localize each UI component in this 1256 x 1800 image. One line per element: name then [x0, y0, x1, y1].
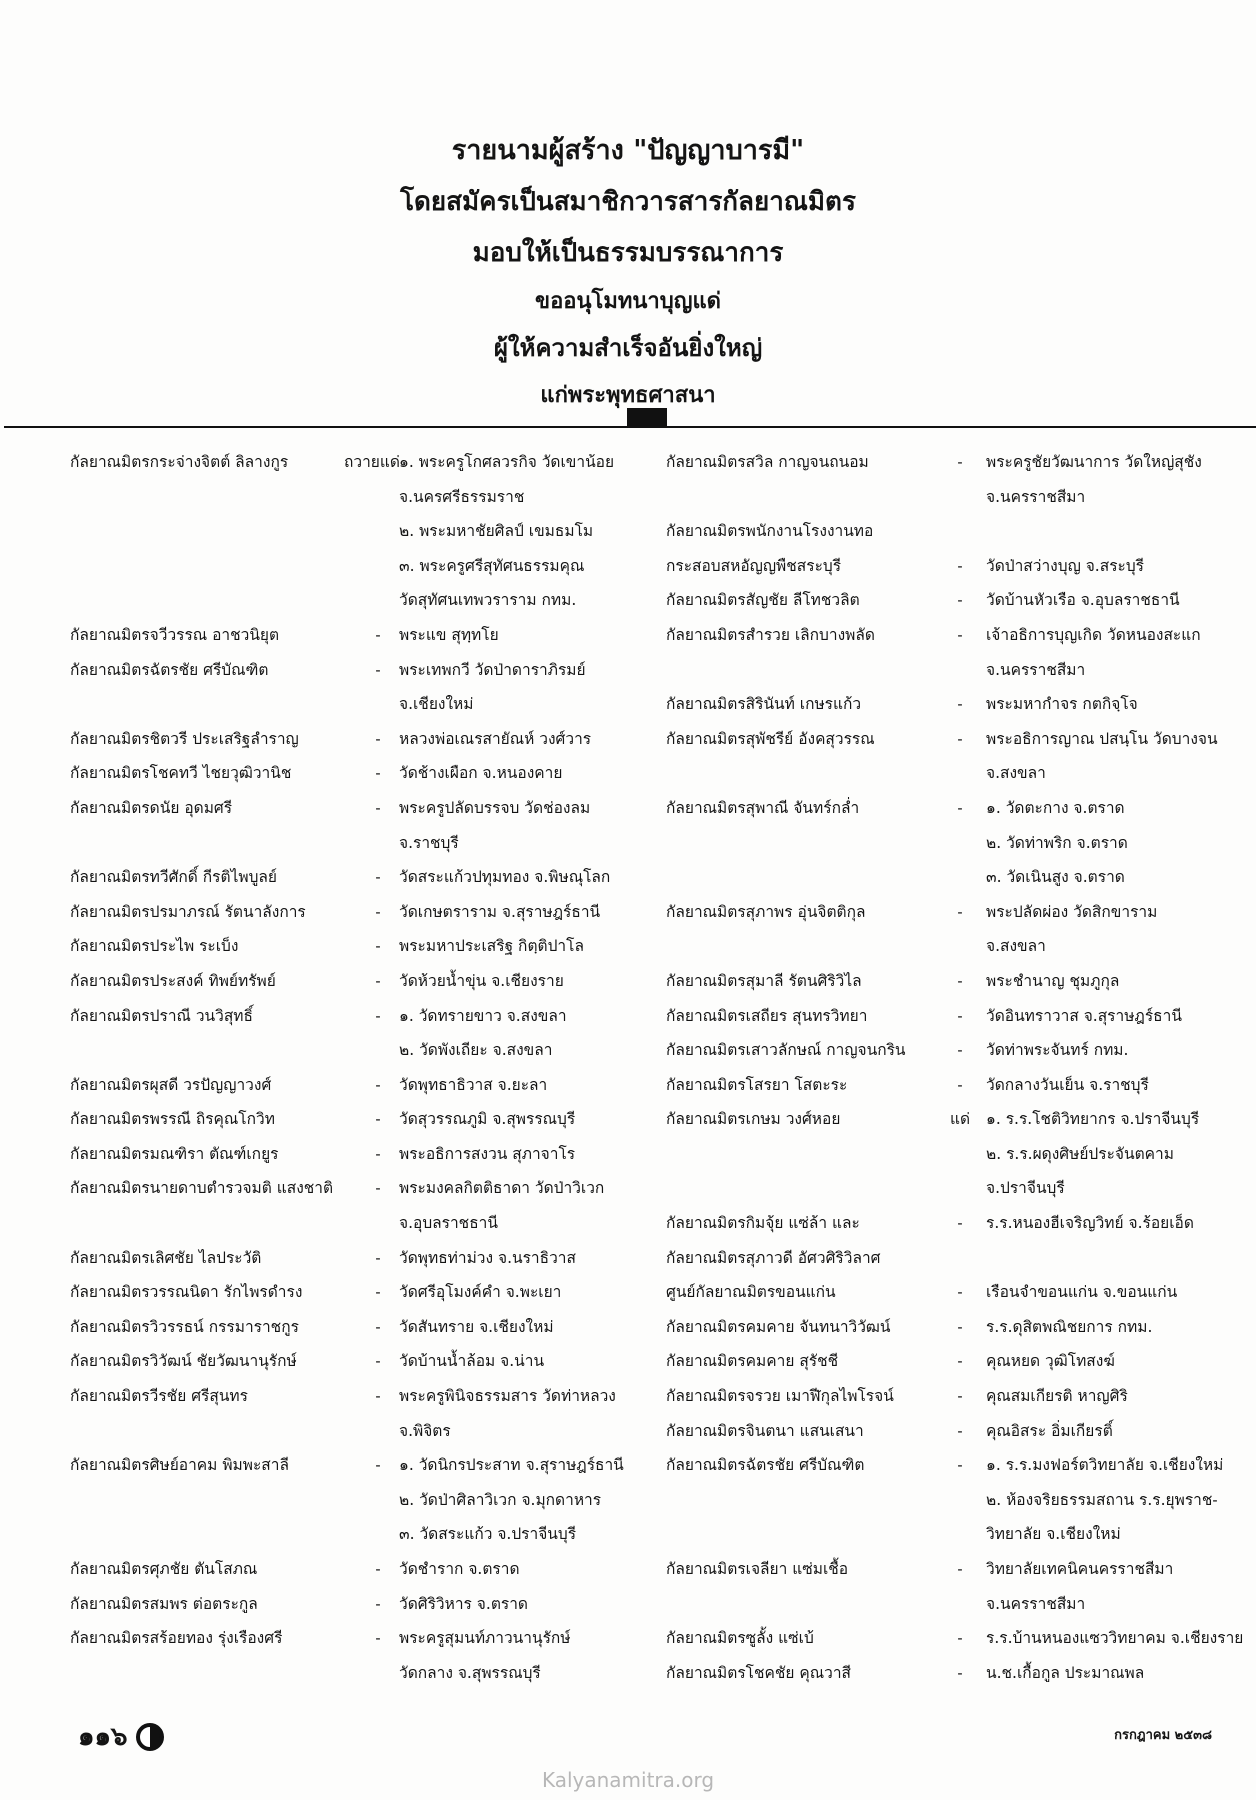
recipient-right: จ.ปราจีนบุรี	[986, 1179, 1065, 1198]
recipient-left: วัดบ้านน้ำล้อม จ.น่าน	[399, 1352, 545, 1371]
recipient-left: พระเทพกวี วัดป่าดาราภิรมย์	[399, 660, 586, 679]
recipient-right: จ.นครราชสีมา	[986, 660, 1086, 679]
list-row	[14, 1137, 1242, 1172]
donor-name-left: กัลยาณมิตรนายดาบตำรวจมติ แสงชาติ	[70, 1179, 334, 1198]
recipient-right: วิทยาลัยเทคนิคนครราชสีมา	[986, 1560, 1174, 1578]
donor-name-right: ศูนย์กัลยาณมิตรขอนแก่น	[666, 1283, 836, 1302]
donor-name-right: กัลยาณมิตรคมคาย สุรัชชี	[666, 1352, 839, 1371]
separator-left: -	[375, 902, 381, 921]
donor-list	[14, 445, 1242, 1690]
recipient-right: วัดป่าสว่างบุญ จ.สระบุรี	[986, 556, 1145, 575]
separator-right: -	[957, 1075, 963, 1094]
recipient-right: คุณหยด วุฒิโทสงฆ์	[986, 1352, 1115, 1371]
separator-right: -	[957, 556, 963, 575]
recipient-left: วัดสุทัศนเทพวราราม กทม.	[399, 591, 577, 610]
title-line-6: แก่พระพุทธศาสนา	[540, 382, 716, 408]
separator-right: -	[957, 1421, 963, 1440]
donor-name-left: กัลยาณมิตรประไพ ระเบ็ง	[70, 937, 239, 956]
recipient-left: จ.ราชบุรี	[399, 833, 459, 852]
separator-left: -	[375, 1075, 381, 1094]
recipient-left: พระมงคลกิตติธาดา วัดป่าวิเวก	[399, 1179, 605, 1198]
list-row	[14, 480, 1242, 515]
separator-right: -	[957, 591, 963, 610]
donor-name-left: กัลยาณมิตรศุภชัย ตันโสภณ	[70, 1560, 258, 1578]
list-row	[14, 514, 1242, 549]
list-row	[14, 1344, 1242, 1379]
list-row	[14, 929, 1242, 964]
list-row	[14, 1102, 1242, 1137]
half-circle-icon	[136, 1723, 164, 1751]
donor-name-right: กัลยาณมิตรโสรยา โสตะระ	[666, 1075, 848, 1094]
separator-left: -	[375, 1110, 381, 1129]
recipient-right: วัดบ้านหัวเรือ จ.อุบลราชธานี	[986, 591, 1180, 610]
donor-name-right: กัลยาณมิตรสุภาพร อุ่นจิตติกุล	[666, 902, 866, 921]
separator-right: -	[957, 971, 963, 990]
recipient-right: ๒. วัดท่าพริก จ.ตราด	[986, 833, 1128, 852]
list-row	[14, 722, 1242, 757]
donor-name-right: กัลยาณมิตรสำรวย เลิกบางพลัด	[666, 625, 875, 644]
donor-name-left: กัลยาณมิตรโชคทวี ไชยวุฒิวานิช	[70, 764, 292, 783]
list-row	[14, 653, 1242, 688]
donor-name-left: กัลยาณมิตรศิษย์อาคม พิมพะสาลี	[70, 1456, 289, 1475]
separator-right: -	[957, 1352, 963, 1371]
list-row	[14, 1448, 1242, 1483]
recipient-right: วัดท่าพระจันทร์ กทม.	[986, 1041, 1129, 1060]
recipient-right: ๑. ร.ร.โชติวิทยากร จ.ปราจีนบุรี	[986, 1110, 1200, 1129]
list-row	[14, 791, 1242, 826]
separator-right: -	[957, 1663, 963, 1682]
donor-name-left: กัลยาณมิตรดนัย อุดมศรี	[70, 798, 233, 817]
donor-name-right: กัลยาณมิตรเสาวลักษณ์ กาญจนกริน	[666, 1041, 906, 1060]
donor-name-right: กัลยาณมิตรสุพาณี จันทร์กล่ำ	[666, 798, 860, 817]
separator-left: -	[375, 660, 381, 679]
separator-right: -	[957, 729, 963, 748]
list-row	[14, 999, 1242, 1034]
recipient-left: วัดสระแก้วปทุมทอง จ.พิษณุโลก	[399, 868, 611, 887]
list-row	[14, 1206, 1242, 1241]
separator-right: -	[957, 798, 963, 817]
donor-name-left: กัลยาณมิตรวรรณนิดา รักไพรดำรง	[70, 1283, 303, 1302]
recipient-left: วัดกลาง จ.สุพรรณบุรี	[399, 1663, 541, 1682]
list-row	[14, 826, 1242, 861]
donor-name-right: กัลยาณมิตรสวิล กาญจนถนอม	[666, 453, 869, 471]
recipient-left: จ.อุบลราชธานี	[399, 1214, 498, 1233]
separator-left: -	[375, 1006, 381, 1025]
separator-right: -	[957, 1214, 963, 1233]
recipient-left: วัดชำราก จ.ตราด	[399, 1560, 520, 1578]
recipient-left: ๑. วัดทรายขาว จ.สงขลา	[399, 1006, 567, 1025]
list-row	[14, 1275, 1242, 1310]
list-row	[14, 618, 1242, 653]
list-row	[14, 1241, 1242, 1276]
recipient-right: จ.นครราชสีมา	[986, 1594, 1086, 1613]
donor-name-left: กัลยาณมิตรเลิศชัย ไลประวัติ	[70, 1248, 262, 1267]
recipient-left: วัดศรีอุโมงค์คำ จ.พะเยา	[399, 1283, 562, 1302]
separator-left: -	[375, 1387, 381, 1406]
recipient-right: พระมหากำจร กตกิจฺโจ	[986, 695, 1138, 714]
recipient-left: ๒. พระมหาชัยศิลป์ เขมธมโม	[399, 522, 594, 541]
donor-name-right: กระสอบสหอัญญพืชสระบุรี	[666, 556, 842, 575]
recipient-left: วัดสันทราย จ.เชียงใหม่	[399, 1317, 554, 1336]
recipient-right: จ.นครราชสีมา	[986, 487, 1086, 506]
donor-name-left: กัลยาณมิตรวิวรรธน์ กรรมาราชกูร	[70, 1317, 299, 1336]
recipient-left: วัดสุวรรณภูมิ จ.สุพรรณบุรี	[399, 1110, 576, 1129]
donor-name-right: กัลยาณมิตรซูลั้ง แซ่เบ้	[666, 1629, 814, 1648]
list-row	[14, 445, 1242, 480]
offering-prefix: ถวายแด่	[344, 453, 400, 471]
separator-left: -	[375, 971, 381, 990]
recipient-right: คุณสมเกียรติ หาญศิริ	[986, 1387, 1128, 1406]
donor-name-left: กัลยาณมิตรสร้อยทอง รุ่งเรืองศรี	[70, 1629, 283, 1648]
donor-name-right: กัลยาณมิตรสุภาวดี อัศวศิริวิลาศ	[666, 1248, 881, 1267]
recipient-right: วัดกลางวันเย็น จ.ราชบุรี	[986, 1075, 1149, 1094]
separator-right: -	[957, 1456, 963, 1475]
recipient-right: ร.ร.หนองฮีเจริญวิทย์ จ.ร้อยเอ็ด	[986, 1214, 1194, 1233]
recipient-left: ๓. พระครูศรีสุทัศนธรรมคุณ	[399, 556, 585, 575]
list-row	[14, 1171, 1242, 1206]
recipient-left: วัดพุทธาธิวาส จ.ยะลา	[399, 1075, 548, 1094]
list-row	[14, 895, 1242, 930]
donor-name-right: กัลยาณมิตรสุมาลี รัตนศิริวิไล	[666, 971, 862, 990]
donor-name-right: กัลยาณมิตรจรวย เมาฬีกุลไพโรจน์	[666, 1387, 894, 1406]
donor-name-right: กัลยาณมิตรสัญชัย ลีโทชวลิต	[666, 591, 860, 610]
recipient-right: เจ้าอธิการบุญเกิด วัดหนองสะแก	[986, 625, 1201, 644]
separator-left: -	[375, 1629, 381, 1648]
recipient-left: วัดพุทธท่าม่วง จ.นราธิวาส	[399, 1248, 576, 1267]
donor-name-left: กัลยาณมิตรประสงค์ ทิพย์ทรัพย์	[70, 971, 276, 990]
issue-date: กรกฎาคม ๒๕๓๘	[1114, 1728, 1212, 1743]
recipient-right: พระอธิการญาณ ปสนฺโน วัดบางจน	[986, 729, 1218, 748]
donor-name-left: กัลยาณมิตรวิวัฒน์ ชัยวัฒนานุรักษ์	[70, 1352, 297, 1371]
page-number: ๑๑๖	[78, 1722, 128, 1752]
separator-right: -	[957, 1041, 963, 1060]
list-row	[14, 964, 1242, 999]
separator-left: -	[375, 1248, 381, 1267]
list-row	[14, 860, 1242, 895]
separator-left: -	[375, 1179, 381, 1198]
donor-name-left: กัลยาณมิตรวีรชัย ศรีสุนทร	[70, 1387, 248, 1406]
recipient-right: คุณอิสระ อิ่มเกียรติ์	[986, 1421, 1113, 1440]
recipient-right: จ.สงขลา	[986, 937, 1046, 956]
watermark: Kalyanamitra.org	[541, 1768, 715, 1792]
recipient-left: ๓. วัดสระแก้ว จ.ปราจีนบุรี	[399, 1525, 577, 1544]
list-row	[14, 1517, 1242, 1552]
separator-right: -	[957, 1283, 963, 1302]
separator-left: -	[375, 1317, 381, 1336]
separator-left: -	[375, 1594, 381, 1613]
list-row	[14, 1379, 1242, 1414]
recipient-left: พระครูพินิจธรรมสาร วัดท่าหลวง	[399, 1387, 616, 1406]
recipient-left: ๑. วัดนิกรประสาท จ.สุราษฎร์ธานี	[399, 1456, 624, 1475]
donor-name-right: กัลยาณมิตรเสถียร สุนทรวิทยา	[666, 1006, 868, 1025]
title-line-5: ผู้ให้ความสำเร็จอันยิ่งใหญ่	[493, 333, 763, 362]
recipient-left: พระมหาประเสริฐ กิตฺติปาโล	[399, 937, 584, 956]
separator-left: -	[375, 764, 381, 783]
recipient-left: พระครูสุมนท์ภาวนานุรักษ์	[399, 1629, 571, 1648]
recipient-right: ๑. ร.ร.มงฟอร์ตวิทยาลัย จ.เชียงใหม่	[986, 1456, 1224, 1475]
recipient-right: ๓. วัดเนินสูง จ.ตราด	[986, 868, 1125, 887]
recipient-right: วิทยาลัย จ.เชียงใหม่	[986, 1525, 1121, 1544]
recipient-left: ๑. พระครูโกศลวรกิจ วัดเขาน้อย	[399, 453, 615, 471]
separator-left: -	[375, 1283, 381, 1302]
recipient-right: พระครูชัยวัฒนาการ วัดใหญ่สุชัง	[986, 453, 1202, 471]
recipient-left: วัดเกษตราราม จ.สุราษฎร์ธานี	[399, 902, 601, 921]
list-row	[14, 756, 1242, 791]
donor-name-right: กัลยาณมิตรเกษม วงศ์หอย	[666, 1110, 841, 1129]
donor-name-left: กัลยาณมิตรผุสดี วรปัญญาวงศ์	[70, 1075, 272, 1094]
donor-name-right: กัลยาณมิตรโชคชัย คุณวาสี	[666, 1663, 852, 1682]
list-row	[14, 1068, 1242, 1103]
donor-name-right: กัลยาณมิตรสิรินันท์ เกษรแก้ว	[666, 695, 862, 714]
list-row	[14, 1621, 1242, 1656]
donor-name-right: กัลยาณมิตรสุพัชรีย์ อังคสุวรรณ	[666, 729, 875, 748]
donor-name-left: กัลยาณมิตรทวีศักดิ์ กีรติไพบูลย์	[70, 868, 278, 887]
separator-right: -	[957, 1560, 963, 1578]
separator-left: -	[375, 1144, 381, 1163]
separator-left: -	[375, 1352, 381, 1371]
separator-left: -	[375, 798, 381, 817]
donor-name-right: กัลยาณมิตรจินตนา แสนเสนา	[666, 1421, 864, 1440]
donor-name-left: กัลยาณมิตรพรรณี ถิรคุณโกวิท	[70, 1110, 275, 1129]
page-footer-left	[78, 1716, 164, 1757]
donor-name-left: กัลยาณมิตรปราณี วนวิสุทธิ์	[70, 1006, 253, 1025]
separator-left: -	[375, 625, 381, 644]
donor-name-left: กัลยาณมิตรปรมาภรณ์ รัตนาลังการ	[70, 902, 306, 921]
recipient-right: ร.ร.บ้านหนองแซววิทยาคม จ.เชียงราย	[986, 1629, 1244, 1648]
recipient-left: ๒. วัดพังเถียะ จ.สงขลา	[399, 1041, 553, 1060]
list-row	[14, 1414, 1242, 1449]
separator-left: -	[375, 729, 381, 748]
donor-name-left: กัลยาณมิตรกระจ่างจิตต์ ลิลางกูร	[70, 453, 289, 471]
recipient-right: ๒. ร.ร.ผดุงศิษย์ประจันตคาม	[986, 1144, 1174, 1163]
recipient-left: วัดศิริวิหาร จ.ตราด	[399, 1594, 528, 1613]
donor-name-right: กัลยาณมิตรพนักงานโรงงานทอ	[666, 522, 874, 541]
list-row	[14, 1552, 1242, 1587]
recipient-right: เรือนจำขอนแก่น จ.ขอนแก่น	[986, 1283, 1178, 1302]
donor-name-left: กัลยาณมิตรสมพร ต่อตระกูล	[70, 1594, 258, 1613]
recipient-right: พระปลัดผ่อง วัดสิกขาราม	[986, 902, 1158, 921]
list-row	[14, 1033, 1242, 1068]
recipient-left: จ.นครศรีธรรมราช	[399, 487, 525, 506]
recipient-right: น.ช.เกื้อกูล ประมาณพล	[986, 1663, 1145, 1682]
list-row	[14, 1587, 1242, 1622]
recipient-left: หลวงพ่อเณรสายัณห์ วงศ์วาร	[399, 729, 592, 748]
list-row	[14, 1483, 1242, 1518]
recipient-left: วัดห้วยน้ำขุ่น จ.เชียงราย	[399, 971, 564, 990]
recipient-right: จ.สงขลา	[986, 764, 1046, 783]
separator-right: -	[957, 1006, 963, 1025]
separator-left: -	[375, 937, 381, 956]
donor-name-right: กัลยาณมิตรฉัตรชัย ศรีบัณฑิต	[666, 1456, 865, 1475]
donor-name-left: กัลยาณมิตรจวีวรรณ อาชวนิยุต	[70, 625, 280, 644]
list-row	[14, 1656, 1242, 1691]
list-row	[14, 687, 1242, 722]
donor-name-right: กัลยาณมิตรคมคาย จันทนาวิวัฒน์	[666, 1317, 891, 1336]
donor-name-right: กัลยาณมิตรเจลียา แซ่มเชื้อ	[666, 1560, 849, 1578]
separator-right: -	[957, 695, 963, 714]
separator-right: แด่	[950, 1110, 970, 1129]
title-line-1: รายนามผู้สร้าง "ปัญญาบารมี"	[451, 135, 805, 166]
recipient-left: ๒. วัดป่าศิลาวิเวก จ.มุกดาหาร	[399, 1490, 602, 1509]
donor-name-left: กัลยาณมิตรฉัตรชัย ศรีบัณฑิต	[70, 660, 269, 679]
recipient-right: ร.ร.ดุสิตพณิชยการ กทม.	[986, 1317, 1153, 1336]
recipient-left: พระครูปลัดบรรจบ วัดช่องลม	[399, 798, 591, 817]
separator-right: -	[957, 1387, 963, 1406]
list-row	[14, 583, 1242, 618]
separator-left: -	[375, 1456, 381, 1475]
recipient-right: ๒. ห้องจริยธรรมสถาน ร.ร.ยุพราช-	[986, 1490, 1218, 1509]
separator-right: -	[957, 625, 963, 644]
rule-marker	[627, 408, 667, 428]
separator-right: -	[957, 902, 963, 921]
separator-left: -	[375, 868, 381, 887]
donor-name-left: กัลยาณมิตรมณฑิรา ตัณฑ์เกยูร	[70, 1144, 279, 1163]
recipient-left: จ.พิจิตร	[399, 1421, 451, 1440]
recipient-right: พระชำนาญ ชุมภูกุล	[986, 971, 1120, 990]
horizontal-rule	[4, 426, 1256, 428]
donor-name-left: กัลยาณมิตรชิตวรี ประเสริฐลำราญ	[70, 729, 299, 748]
separator-right: -	[957, 1629, 963, 1648]
separator-right: -	[957, 1317, 963, 1336]
recipient-left: วัดช้างเผือก จ.หนองคาย	[399, 764, 563, 783]
separator-left: -	[375, 1560, 381, 1578]
recipient-left: จ.เชียงใหม่	[399, 695, 474, 714]
list-row	[14, 1310, 1242, 1345]
separator-right: -	[957, 453, 963, 471]
title-line-2: โดยสมัครเป็นสมาชิกวารสารกัลยาณมิตร	[400, 187, 856, 217]
list-row	[14, 549, 1242, 584]
recipient-left: พระแข สุทฺทโย	[399, 625, 499, 644]
title-line-3: มอบให้เป็นธรรมบรรณาการ	[472, 238, 784, 268]
donor-name-right: กัลยาณมิตรกิมจุ้ย แซ่ล้า และ	[666, 1214, 860, 1233]
recipient-left: พระอธิการสงวน สุภาจาโร	[399, 1144, 576, 1163]
title-block	[0, 128, 1256, 422]
title-line-4: ขออนุโมทนาบุญแด่	[535, 288, 721, 314]
recipient-right: ๑. วัดตะกาง จ.ตราด	[986, 798, 1125, 817]
recipient-right: วัดอินทราวาส จ.สุราษฎร์ธานี	[986, 1006, 1182, 1025]
